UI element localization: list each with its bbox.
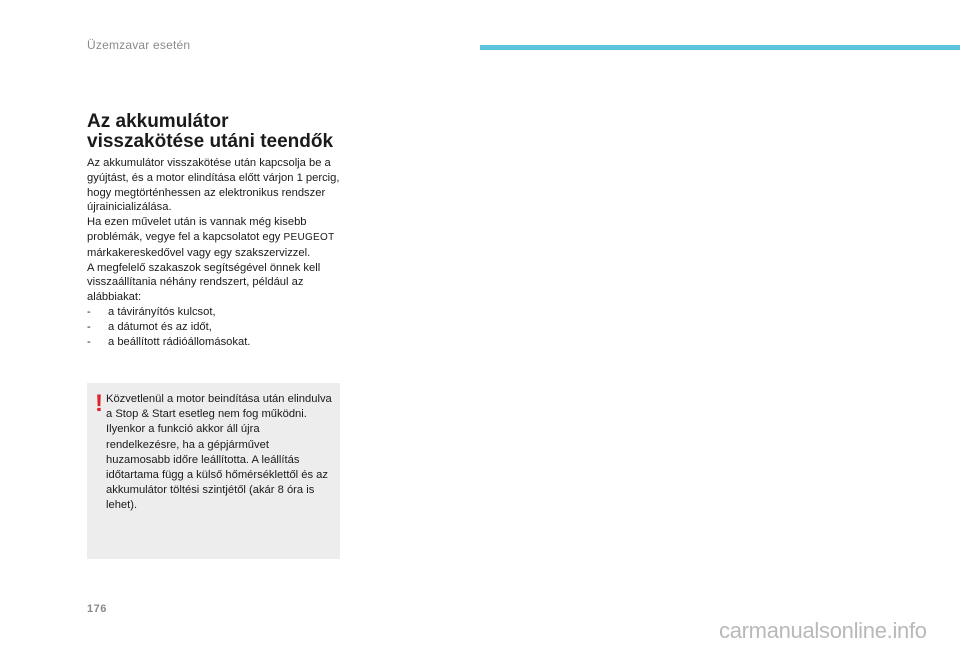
list-item (87, 335, 357, 350)
section-title (87, 112, 367, 152)
warning-paragraph-1: Közvetlenül a motor beindítása után elindulva a Stop & Start esetleg nem fog működni. (106, 393, 332, 421)
section-title-line-1: Az akkumulátor (87, 111, 229, 132)
section-title-line-2: visszakötése utáni teendők (87, 131, 334, 152)
running-header: Üzemzavar esetén (87, 38, 191, 52)
paragraph-reconnect-instructions: Az akkumulátor visszakötése után kapcsolja be a gyújtást, és a motor elindítása előtt várjon 1 percig, hogy megtörténhessen az elektronikus rendszer újrainicializálása. (87, 157, 340, 214)
list-item (87, 305, 357, 320)
body-text (87, 156, 357, 349)
warning-note-text (106, 392, 332, 514)
dealer-text-start: Ha ezen művelet után is vannak még kisebb problémák, vegye fel a kapcsolatot egy (87, 216, 307, 243)
list-item-text: a dátumot és az időt, (108, 320, 212, 333)
exclamation-warning-icon: ! (95, 390, 103, 417)
warning-note-box (87, 383, 340, 559)
list-dash: - (87, 305, 91, 318)
list-item-text: a távirányítós kulcsot, (108, 305, 216, 318)
list-dash: - (87, 335, 91, 348)
list-item (87, 320, 357, 335)
watermark: carmanualsonline.info (719, 618, 927, 643)
header-accent-bar (480, 45, 960, 50)
paragraph-contact-dealer (87, 215, 357, 260)
list-dash: - (87, 320, 91, 333)
reset-systems-list (87, 305, 357, 349)
brand-name: PEUGEOT (283, 231, 335, 243)
page-number: 176 (87, 603, 107, 615)
list-item-text: a beállított rádióállomásokat. (108, 335, 251, 348)
warning-paragraph-2: Ilyenkor a funkció akkor áll újra rendelkezésre, ha a gépjárművet huzamosabb időre leállította. A leállítás időtartama függ a külső hőmérséklettől és az akkumulátor töltési szintjétől (akár 8 óra is lehet). (106, 423, 329, 512)
paragraph-reset-systems: A megfelelő szakaszok segítségével önnek kell visszaállítania néhány rendszert, például az alábbiakat: (87, 261, 321, 304)
dealer-text-end: márkakereskedővel vagy egy szakszervizzel. (87, 246, 311, 259)
